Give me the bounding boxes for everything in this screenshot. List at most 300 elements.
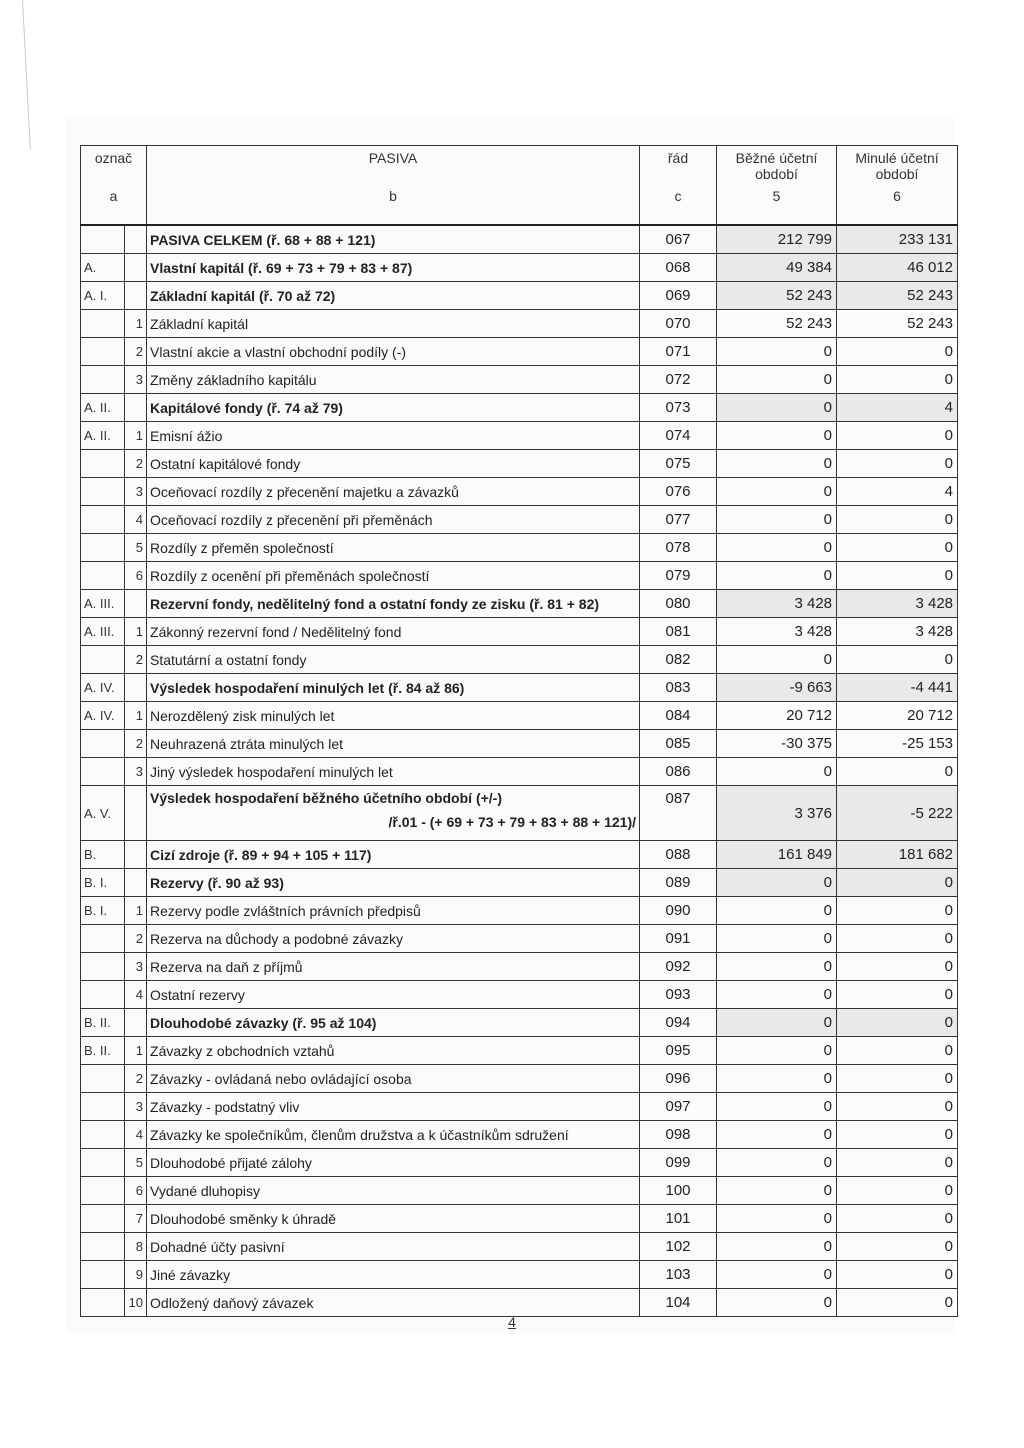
row-item-number: 1 (125, 618, 147, 646)
row-mark (81, 310, 125, 338)
row-label-text: Rozdíly z přeměn společností (150, 539, 334, 556)
row-mark (81, 953, 125, 981)
row-previous-value: -4 441 (837, 674, 958, 702)
row-current-value: 0 (717, 1289, 837, 1317)
scan-edge-mark (22, 0, 31, 150)
row-code: 081 (640, 618, 717, 646)
row-current-value: 0 (717, 1177, 837, 1205)
row-item-number: 6 (125, 1177, 147, 1205)
row-current-value: 0 (717, 562, 837, 590)
header-mark: označ (81, 146, 147, 187)
row-item-number: 6 (125, 562, 147, 590)
table-row (81, 1177, 958, 1205)
row-code: 104 (640, 1289, 717, 1317)
row-mark: B. (81, 841, 125, 869)
row-mark: B. II. (81, 1037, 125, 1065)
row-previous-value: -5 222 (837, 786, 958, 841)
row-mark: A. I. (81, 282, 125, 310)
row-label-text: Oceňovací rozdíly z přecenění při přeměnách (150, 511, 433, 528)
row-current-value: 0 (717, 394, 837, 422)
row-label-text: Zákonný rezervní fond / Nedělitelný fond (150, 623, 402, 640)
table-row (81, 925, 958, 953)
table-row (81, 450, 958, 478)
row-item-number: 4 (125, 981, 147, 1009)
row-current-value: 0 (717, 338, 837, 366)
row-label-text: Závazky z obchodních vztahů (150, 1042, 335, 1059)
row-item-number (125, 394, 147, 422)
row-code: 069 (640, 282, 717, 310)
row-label (147, 450, 640, 478)
row-label (147, 1065, 640, 1093)
row-label-text: Výsledek hospodaření minulých let (ř. 84 až 86) (150, 679, 465, 696)
row-mark: A. IV. (81, 674, 125, 702)
row-code: 076 (640, 478, 717, 506)
header-section-sub: b (147, 186, 640, 225)
row-item-number: 3 (125, 478, 147, 506)
row-item-number: 5 (125, 1149, 147, 1177)
row-current-value: 0 (717, 646, 837, 674)
row-label-formula: /ř.01 - (+ 69 + 73 + 79 + 83 + 88 + 121)/ (388, 814, 637, 830)
row-current-value: 0 (717, 758, 837, 786)
row-label-text: Kapitálové fondy (ř. 74 až 79) (150, 399, 343, 416)
table-row (81, 786, 958, 841)
row-previous-value: 4 (837, 394, 958, 422)
row-label (147, 1093, 640, 1121)
table-row (81, 674, 958, 702)
row-item-number (125, 674, 147, 702)
row-label-text: Dohadné účty pasivní (150, 1238, 285, 1255)
table-row (81, 562, 958, 590)
row-code: 093 (640, 981, 717, 1009)
row-mark (81, 1177, 125, 1205)
row-label (147, 1177, 640, 1205)
table-row (81, 338, 958, 366)
header-current-sub: 5 (717, 186, 837, 225)
row-label-text: Ostatní kapitálové fondy (150, 455, 301, 472)
row-label (147, 282, 640, 310)
row-previous-value: 0 (837, 1289, 958, 1317)
row-current-value: 0 (717, 450, 837, 478)
row-item-number (125, 1009, 147, 1037)
row-label-text: Oceňovací rozdíly z přecenění majetku a závazků (150, 483, 459, 500)
row-item-number (125, 225, 147, 254)
row-code: 070 (640, 310, 717, 338)
row-label (147, 897, 640, 925)
row-previous-value: 0 (837, 1037, 958, 1065)
row-code: 073 (640, 394, 717, 422)
row-label (147, 618, 640, 646)
row-label (147, 478, 640, 506)
row-item-number (125, 786, 147, 841)
row-mark: B. II. (81, 1009, 125, 1037)
row-label (147, 310, 640, 338)
row-item-number: 3 (125, 1093, 147, 1121)
row-mark (81, 366, 125, 394)
row-item-number: 2 (125, 1065, 147, 1093)
row-mark: A. II. (81, 394, 125, 422)
row-mark (81, 225, 125, 254)
row-label (147, 506, 640, 534)
row-mark (81, 1121, 125, 1149)
table-row (81, 366, 958, 394)
row-previous-value: 3 428 (837, 590, 958, 618)
row-code: 102 (640, 1233, 717, 1261)
row-code: 096 (640, 1065, 717, 1093)
row-current-value: 0 (717, 1009, 837, 1037)
row-current-value: 20 712 (717, 702, 837, 730)
row-previous-value: 0 (837, 897, 958, 925)
row-label-text: Jiný výsledek hospodaření minulých let (150, 763, 393, 780)
row-label-text: Nerozdělený zisk minulých let (150, 707, 335, 724)
table-row (81, 478, 958, 506)
row-previous-value: 0 (837, 1233, 958, 1261)
table-row (81, 1065, 958, 1093)
row-label (147, 841, 640, 869)
row-label-text: Jiné závazky (150, 1266, 231, 1283)
row-mark: B. I. (81, 869, 125, 897)
row-label-text: Rezerva na důchody a podobné závazky (150, 930, 403, 947)
row-code: 088 (640, 841, 717, 869)
row-mark (81, 925, 125, 953)
row-previous-value: 0 (837, 953, 958, 981)
header-row-label: řád (640, 146, 717, 187)
row-mark: A. V. (81, 786, 125, 841)
header-current-period (717, 146, 837, 187)
row-label (147, 1149, 640, 1177)
row-previous-value: 0 (837, 646, 958, 674)
row-current-value: 0 (717, 1065, 837, 1093)
row-current-value: 0 (717, 953, 837, 981)
row-mark: A. IV. (81, 702, 125, 730)
row-code: 091 (640, 925, 717, 953)
row-previous-value: 0 (837, 562, 958, 590)
row-label-text: Dlouhodobé směnky k úhradě (150, 1210, 337, 1227)
row-label (147, 646, 640, 674)
row-code: 068 (640, 254, 717, 282)
row-label-text: Rozdíly z ocenění při přeměnách společností (150, 567, 430, 584)
row-label (147, 674, 640, 702)
page-number: 4 (508, 1314, 516, 1330)
row-label-text: Cizí zdroje (ř. 89 + 94 + 105 + 117) (150, 846, 372, 863)
row-label-text: Vlastní kapitál (ř. 69 + 73 + 79 + 83 + 87) (150, 259, 413, 276)
table-header (81, 146, 958, 226)
row-previous-value: 0 (837, 338, 958, 366)
row-current-value: 3 376 (717, 786, 837, 841)
row-previous-value: 0 (837, 422, 958, 450)
row-previous-value: 0 (837, 1177, 958, 1205)
table-row (81, 1093, 958, 1121)
row-item-number: 9 (125, 1261, 147, 1289)
table-row (81, 869, 958, 897)
row-label (147, 953, 640, 981)
row-code: 072 (640, 366, 717, 394)
row-label-text: Ostatní rezervy (150, 986, 245, 1003)
row-mark (81, 338, 125, 366)
row-label-text: Rezerva na daň z příjmů (150, 958, 303, 975)
row-previous-value: 0 (837, 1261, 958, 1289)
row-current-value: 0 (717, 1233, 837, 1261)
row-code: 078 (640, 534, 717, 562)
row-item-number: 10 (125, 1289, 147, 1317)
row-label-text: Závazky ke společníkům, členům družstva a k účastníkům sdružení (150, 1126, 569, 1143)
row-item-number: 1 (125, 1037, 147, 1065)
row-item-number: 2 (125, 338, 147, 366)
row-item-number: 8 (125, 1233, 147, 1261)
table-row (81, 1121, 958, 1149)
row-item-number: 3 (125, 953, 147, 981)
row-label (147, 394, 640, 422)
header-previous-period (837, 146, 958, 187)
row-label (147, 366, 640, 394)
row-mark: B. I. (81, 897, 125, 925)
row-item-number (125, 869, 147, 897)
row-current-value: 52 243 (717, 310, 837, 338)
row-label (147, 730, 640, 758)
row-item-number (125, 282, 147, 310)
row-mark (81, 1149, 125, 1177)
table-row (81, 1205, 958, 1233)
row-code: 075 (640, 450, 717, 478)
row-previous-value: 0 (837, 1009, 958, 1037)
row-label-text: Rezervní fondy, nedělitelný fond a ostatní fondy ze zisku (ř. 81 + 82) (150, 595, 600, 612)
row-code: 083 (640, 674, 717, 702)
table-row (81, 590, 958, 618)
table-row (81, 534, 958, 562)
row-item-number: 2 (125, 925, 147, 953)
row-code: 086 (640, 758, 717, 786)
table-row (81, 1289, 958, 1317)
row-previous-value: 20 712 (837, 702, 958, 730)
row-mark (81, 981, 125, 1009)
header-previous-label: Minulé účetní (855, 150, 939, 166)
row-item-number: 5 (125, 534, 147, 562)
row-label-text: Rezervy (ř. 90 až 93) (150, 874, 284, 891)
row-current-value: 0 (717, 534, 837, 562)
header-row-sub: c (640, 186, 717, 225)
row-mark: A. II. (81, 422, 125, 450)
row-item-number (125, 841, 147, 869)
header-previous-label-2: období (875, 166, 919, 182)
table-row (81, 897, 958, 925)
row-label-text: Neuhrazená ztráta minulých let (150, 735, 344, 752)
table-body (81, 225, 958, 1317)
table-row (81, 1233, 958, 1261)
row-mark: A. III. (81, 590, 125, 618)
row-label (147, 225, 640, 254)
row-previous-value: 0 (837, 534, 958, 562)
row-label-text: Vlastní akcie a vlastní obchodní podíly (-) (150, 343, 407, 360)
row-item-number: 2 (125, 646, 147, 674)
row-code: 071 (640, 338, 717, 366)
row-current-value: 0 (717, 1093, 837, 1121)
table-row (81, 310, 958, 338)
table-row (81, 646, 958, 674)
row-item-number (125, 254, 147, 282)
row-mark (81, 1205, 125, 1233)
row-code: 089 (640, 869, 717, 897)
row-previous-value: 0 (837, 925, 958, 953)
row-current-value: 52 243 (717, 282, 837, 310)
row-current-value: 0 (717, 366, 837, 394)
row-label (147, 1289, 640, 1317)
row-label (147, 869, 640, 897)
row-mark (81, 562, 125, 590)
row-label-text: Dlouhodobé závazky (ř. 95 až 104) (150, 1014, 377, 1031)
header-previous-sub: 6 (837, 186, 958, 225)
row-code: 103 (640, 1261, 717, 1289)
row-label-text: Dlouhodobé přijaté zálohy (150, 1154, 312, 1171)
table-row (81, 506, 958, 534)
row-item-number: 3 (125, 366, 147, 394)
header-current-label-2: období (755, 166, 798, 182)
row-previous-value: 0 (837, 869, 958, 897)
row-previous-value: 181 682 (837, 841, 958, 869)
row-current-value: 0 (717, 1121, 837, 1149)
table-row (81, 282, 958, 310)
row-code: 099 (640, 1149, 717, 1177)
row-previous-value: 4 (837, 478, 958, 506)
row-code: 092 (640, 953, 717, 981)
row-previous-value: 0 (837, 1093, 958, 1121)
row-mark (81, 1289, 125, 1317)
row-code: 094 (640, 1009, 717, 1037)
header-current-label: Běžné účetní (735, 150, 818, 166)
row-previous-value: 0 (837, 758, 958, 786)
row-previous-value: 0 (837, 450, 958, 478)
table-row (81, 394, 958, 422)
header-mark-sub: a (81, 186, 147, 225)
row-current-value: 0 (717, 1261, 837, 1289)
row-code: 101 (640, 1205, 717, 1233)
row-code: 084 (640, 702, 717, 730)
row-current-value: -9 663 (717, 674, 837, 702)
row-code: 080 (640, 590, 717, 618)
row-code: 074 (640, 422, 717, 450)
row-current-value: 0 (717, 478, 837, 506)
row-label (147, 1121, 640, 1149)
row-item-number: 1 (125, 897, 147, 925)
row-current-value: 0 (717, 1149, 837, 1177)
row-item-number: 1 (125, 422, 147, 450)
row-item-number: 1 (125, 702, 147, 730)
row-label (147, 1261, 640, 1289)
table-row (81, 981, 958, 1009)
row-label (147, 422, 640, 450)
row-label-text: Rezervy podle zvláštních právních předpisů (150, 902, 421, 919)
row-label (147, 981, 640, 1009)
row-current-value: 0 (717, 869, 837, 897)
row-code: 087 (640, 786, 717, 841)
row-mark (81, 450, 125, 478)
row-mark (81, 1093, 125, 1121)
row-code: 090 (640, 897, 717, 925)
row-mark (81, 478, 125, 506)
row-label (147, 534, 640, 562)
row-label (147, 758, 640, 786)
row-current-value: 0 (717, 506, 837, 534)
row-code: 095 (640, 1037, 717, 1065)
row-current-value: -30 375 (717, 730, 837, 758)
row-label-text: Závazky - ovládaná nebo ovládající osoba (150, 1070, 412, 1087)
row-mark: A. (81, 254, 125, 282)
table-row (81, 702, 958, 730)
row-item-number: 4 (125, 1121, 147, 1149)
row-mark (81, 1065, 125, 1093)
row-mark (81, 506, 125, 534)
row-previous-value: 0 (837, 1065, 958, 1093)
row-label-text: Emisní ážio (150, 427, 223, 444)
row-current-value: 161 849 (717, 841, 837, 869)
table-row (81, 841, 958, 869)
row-label (147, 590, 640, 618)
row-item-number: 3 (125, 758, 147, 786)
row-previous-value: 0 (837, 366, 958, 394)
row-mark (81, 534, 125, 562)
row-mark: A. III. (81, 618, 125, 646)
row-label (147, 786, 640, 841)
row-label-text: Základní kapitál (ř. 70 až 72) (150, 287, 336, 304)
table-row (81, 618, 958, 646)
row-label (147, 562, 640, 590)
row-label (147, 925, 640, 953)
row-label-text: Odložený daňový závazek (150, 1294, 314, 1311)
row-mark (81, 758, 125, 786)
row-code: 079 (640, 562, 717, 590)
row-previous-value: 0 (837, 1121, 958, 1149)
row-previous-value: 233 131 (837, 225, 958, 254)
row-previous-value: 52 243 (837, 282, 958, 310)
row-code: 100 (640, 1177, 717, 1205)
row-item-number: 7 (125, 1205, 147, 1233)
row-label-text: Závazky - podstatný vliv (150, 1098, 300, 1115)
row-current-value: 212 799 (717, 225, 837, 254)
row-label-text: Změny základního kapitálu (150, 371, 317, 388)
row-label-text: Vydané dluhopisy (150, 1182, 261, 1199)
row-previous-value: -25 153 (837, 730, 958, 758)
row-code: 067 (640, 225, 717, 254)
row-label (147, 702, 640, 730)
row-current-value: 0 (717, 981, 837, 1009)
row-previous-value: 3 428 (837, 618, 958, 646)
row-code: 098 (640, 1121, 717, 1149)
row-previous-value: 46 012 (837, 254, 958, 282)
row-current-value: 0 (717, 1205, 837, 1233)
table-row (81, 953, 958, 981)
balance-sheet-liabilities-table (80, 145, 958, 1317)
row-label-text: Základní kapitál (150, 315, 249, 332)
table-row (81, 1261, 958, 1289)
row-item-number: 1 (125, 310, 147, 338)
table-row (81, 758, 958, 786)
row-mark (81, 730, 125, 758)
row-label (147, 1233, 640, 1261)
table-row (81, 225, 958, 254)
row-label (147, 1037, 640, 1065)
row-mark (81, 1233, 125, 1261)
row-label (147, 1205, 640, 1233)
row-current-value: 0 (717, 422, 837, 450)
row-label (147, 338, 640, 366)
table-row (81, 1149, 958, 1177)
row-mark (81, 646, 125, 674)
row-code: 097 (640, 1093, 717, 1121)
row-current-value: 3 428 (717, 618, 837, 646)
row-code: 082 (640, 646, 717, 674)
row-previous-value: 52 243 (837, 310, 958, 338)
row-previous-value: 0 (837, 506, 958, 534)
table-row (81, 422, 958, 450)
row-label-text: Statutární a ostatní fondy (150, 651, 307, 668)
